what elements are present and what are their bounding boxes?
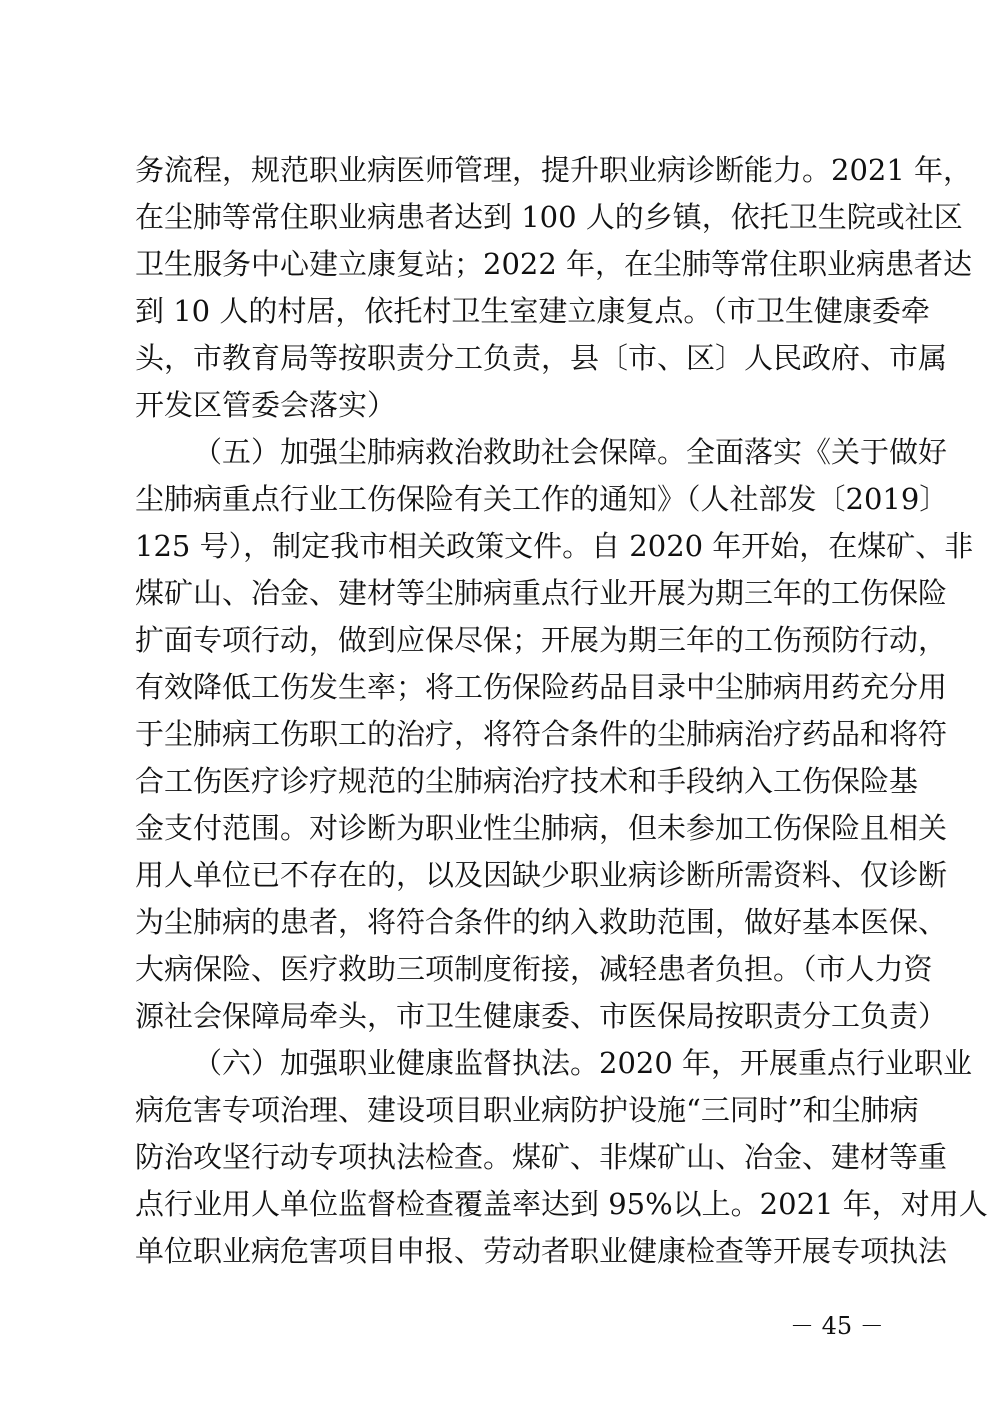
text-line: 于尘肺病工伤职工的治疗，将符合条件的尘肺病治疗药品和将符 bbox=[135, 717, 948, 751]
text-line: 点行业用人单位监督检查覆盖率达到 95%以上。2021 年，对用人 bbox=[135, 1187, 988, 1221]
text-line: 用人单位已不存在的，以及因缺少职业病诊断所需资料、仅诊断 bbox=[135, 858, 948, 892]
text-line: 合工伤医疗诊疗规范的尘肺病治疗技术和手段纳入工伤保险基 bbox=[135, 764, 919, 798]
text-line: 尘肺病重点行业工伤保险有关工作的通知》（人社部发〔2019〕 bbox=[135, 482, 949, 516]
text-line: 卫生服务中心建立康复站；2022 年，在尘肺等常住职业病患者达 bbox=[135, 247, 973, 281]
section-heading-line: （六）加强职业健康监督执法。2020 年，开展重点行业职业 bbox=[193, 1046, 973, 1080]
text-line: 头，市教育局等按职责分工负责，县〔市、区〕人民政府、市属 bbox=[135, 341, 948, 375]
text-line: 煤矿山、冶金、建材等尘肺病重点行业开展为期三年的工伤保险 bbox=[135, 576, 948, 610]
text-line: 在尘肺等常住职业病患者达到 100 人的乡镇，依托卫生院或社区 bbox=[135, 200, 963, 234]
text-line: 125 号），制定我市相关政策文件。自 2020 年开始，在煤矿、非 bbox=[135, 529, 974, 563]
section-heading-line: （五）加强尘肺病救治救助社会保障。全面落实《关于做好 bbox=[193, 435, 948, 469]
text-line: 开发区管委会落实） bbox=[135, 388, 397, 422]
text-line: 到 10 人的村居，依托村卫生室建立康复点。（市卫生健康委牵 bbox=[135, 294, 930, 328]
text-line: 扩面专项行动，做到应保尽保；开展为期三年的工伤预防行动， bbox=[135, 623, 948, 657]
text-line: 大病保险、医疗救助三项制度衔接，减轻患者负担。（市人力资 bbox=[135, 952, 933, 986]
text-line: 金支付范围。对诊断为职业性尘肺病，但未参加工伤保险且相关 bbox=[135, 811, 948, 845]
text-line: 为尘肺病的患者，将符合条件的纳入救助范围，做好基本医保、 bbox=[135, 905, 948, 939]
text-line: 源社会保障局牵头，市卫生健康委、市医保局按职责分工负责） bbox=[135, 999, 948, 1033]
text-line: 单位职业病危害项目申报、劳动者职业健康检查等开展专项执法 bbox=[135, 1234, 948, 1268]
text-line: 病危害专项治理、建设项目职业病防护设施“三同时”和尘肺病 bbox=[135, 1093, 919, 1127]
text-line: 有效降低工伤发生率；将工伤保险药品目录中尘肺病用药充分用 bbox=[135, 670, 948, 704]
text-line: 防治攻坚行动专项执法检查。煤矿、非煤矿山、冶金、建材等重 bbox=[135, 1140, 948, 1174]
page-number: － 45 － bbox=[790, 1312, 884, 1340]
text-line: 务流程，规范职业病医师管理，提升职业病诊断能力。2021 年， bbox=[135, 153, 973, 187]
